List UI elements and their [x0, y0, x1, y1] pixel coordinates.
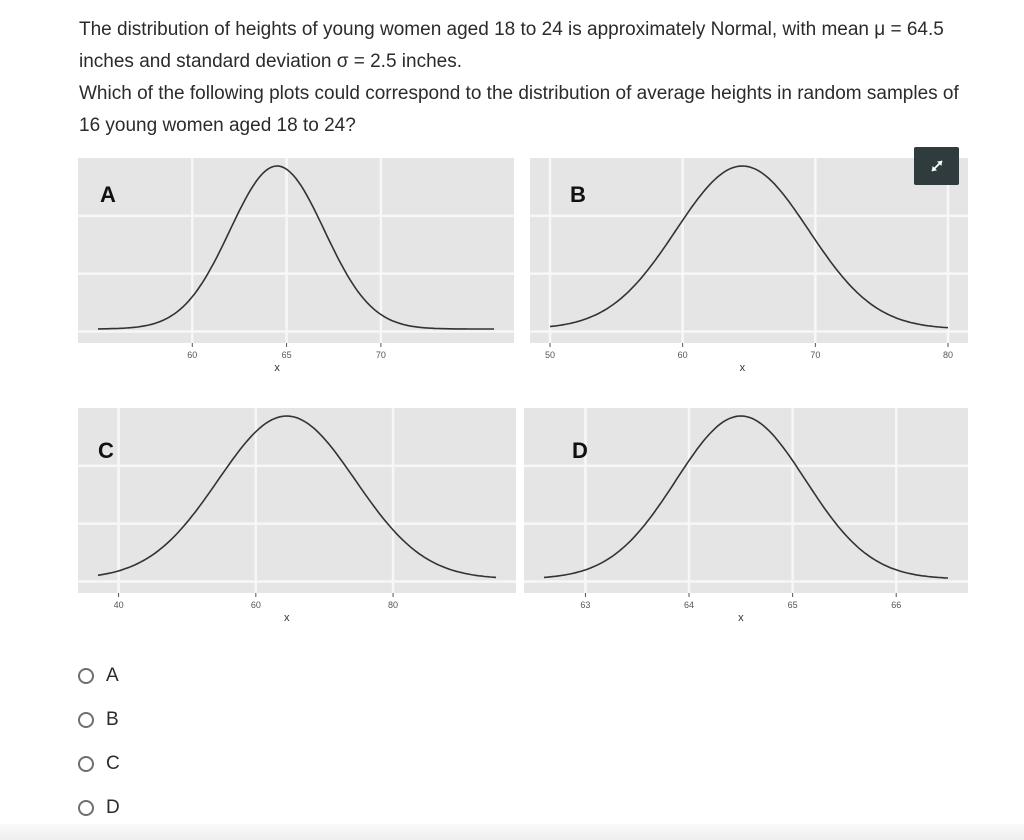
option-d-label: D — [106, 797, 120, 818]
question-line-2: Which of the following plots could correspond to the distribution of average heights in random samples of 16 young women aged 18 to 24? — [79, 83, 959, 136]
plot-area — [524, 408, 968, 593]
x-tick-label: 65 — [787, 600, 798, 610]
x-axis-label: x — [739, 362, 746, 374]
option-c-label: C — [106, 753, 120, 774]
question-text — [79, 14, 984, 142]
x-axis-label: x — [283, 612, 290, 624]
x-tick-label: 60 — [187, 350, 198, 360]
plot-c-svg — [78, 392, 516, 638]
radio-a[interactable] — [78, 668, 94, 684]
x-tick-label: 60 — [250, 600, 261, 610]
x-tick-label: 70 — [810, 350, 821, 360]
option-a-label: A — [106, 665, 119, 686]
x-tick-label: 70 — [375, 350, 386, 360]
x-axis-label: x — [274, 362, 280, 374]
plot-panel-b — [530, 142, 968, 388]
x-tick-label: 66 — [891, 600, 902, 610]
x-tick-label: 40 — [113, 600, 124, 610]
x-tick-label: 63 — [580, 600, 591, 610]
plot-panel-c — [78, 392, 516, 638]
plot-a-svg — [78, 142, 514, 388]
plot-area — [78, 408, 516, 593]
panel-label: B — [570, 182, 586, 207]
option-b[interactable] — [78, 698, 120, 742]
option-c[interactable] — [78, 742, 120, 786]
x-tick-label: 64 — [684, 600, 695, 610]
panel-label: A — [100, 182, 116, 207]
radio-c[interactable] — [78, 756, 94, 772]
plot-d-svg — [524, 392, 968, 638]
option-a[interactable] — [78, 654, 120, 698]
radio-d[interactable] — [78, 800, 94, 816]
x-tick-label: 60 — [677, 350, 688, 360]
option-b-label: B — [106, 709, 119, 730]
question-line-1: The distribution of heights of young women aged 18 to 24 is approximately Normal, with mean μ = 64.5 inches and standard deviation σ = 2.5 inches. — [79, 19, 944, 72]
plot-b-svg — [530, 142, 968, 388]
expand-arrows-icon — [927, 156, 947, 176]
x-axis-label: x — [738, 612, 744, 624]
x-tick-label: 80 — [388, 600, 399, 610]
plot-area — [78, 158, 514, 343]
bottom-bar — [0, 824, 1024, 840]
panel-label: D — [572, 438, 588, 463]
expand-image-button[interactable] — [914, 147, 959, 185]
plot-panel-d — [524, 392, 968, 638]
x-tick-label: 50 — [544, 350, 556, 360]
plots-figure — [78, 142, 968, 638]
answer-options — [78, 654, 120, 830]
radio-b[interactable] — [78, 712, 94, 728]
panel-label: C — [98, 438, 114, 463]
x-tick-label: 80 — [942, 350, 954, 360]
plot-panel-a — [78, 142, 514, 388]
x-tick-label: 65 — [281, 350, 292, 360]
